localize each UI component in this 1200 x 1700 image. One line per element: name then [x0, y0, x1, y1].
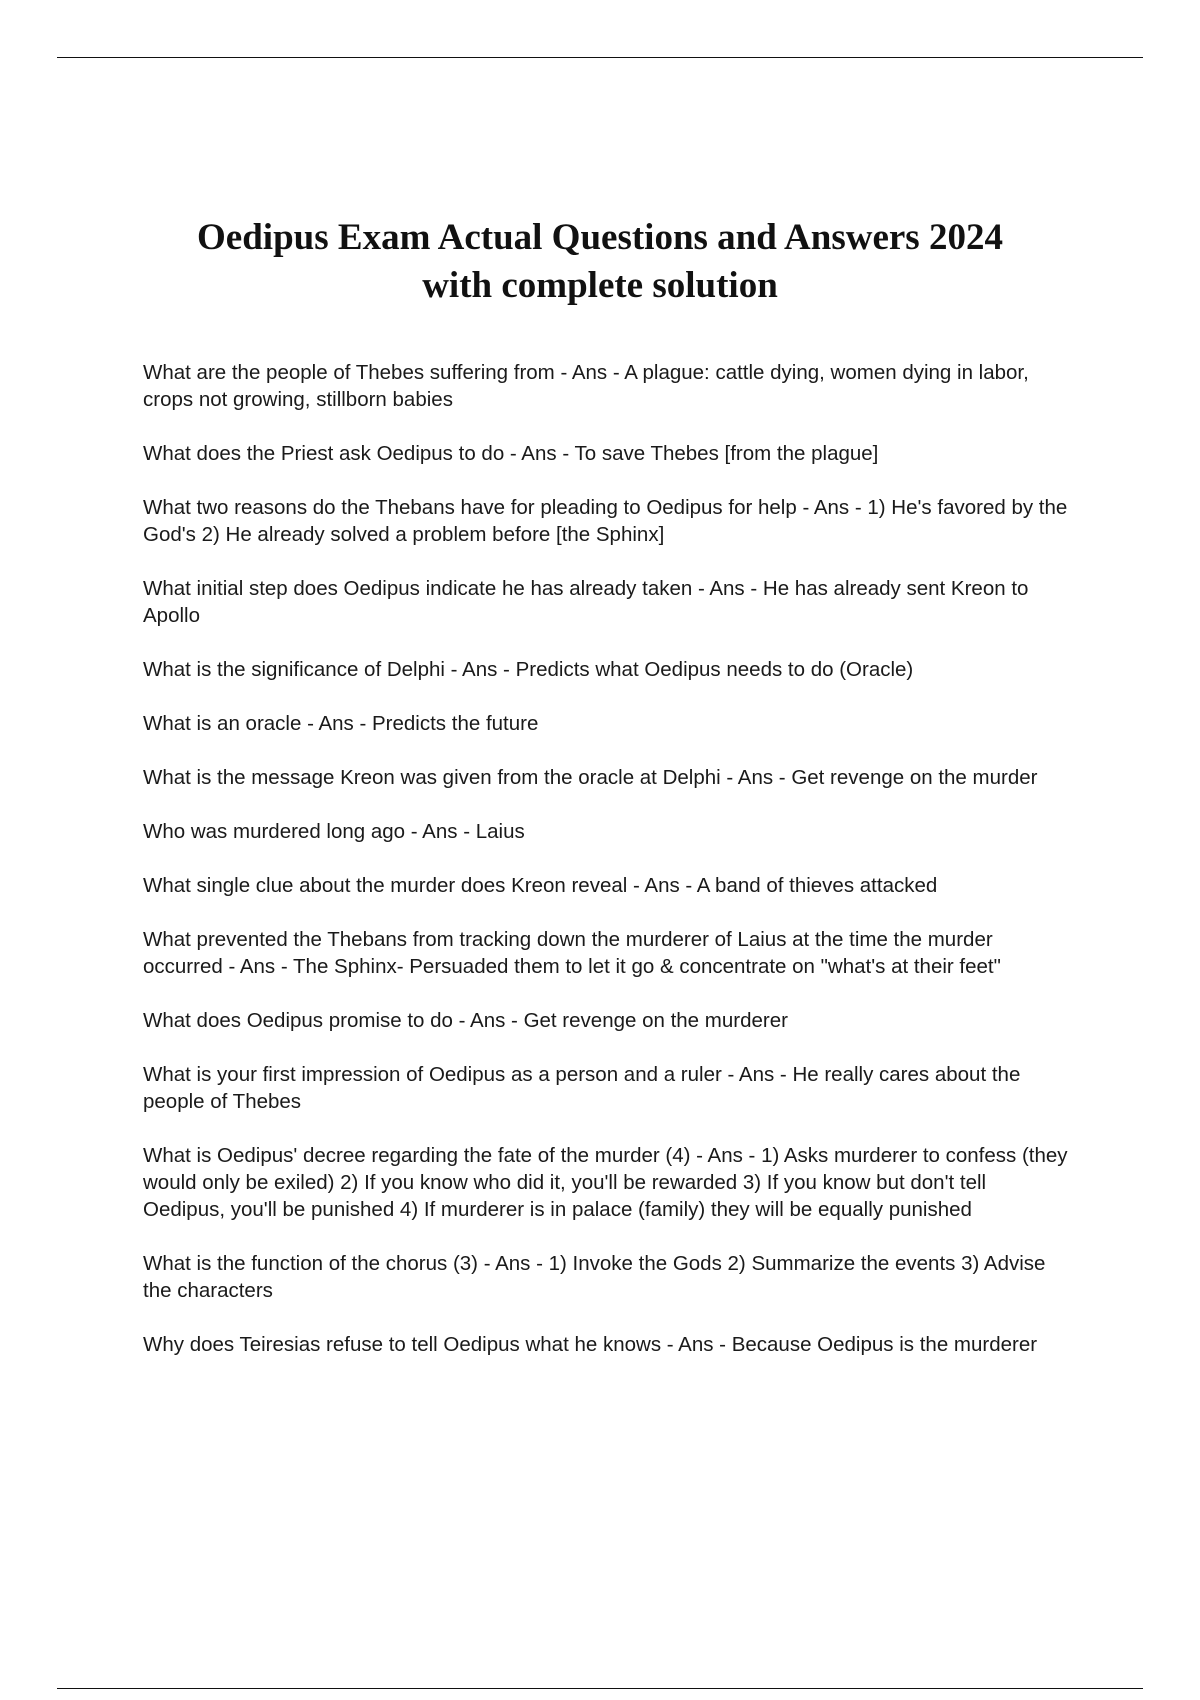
- qa-item: What is the message Kreon was given from the oracle at Delphi - Ans - Get revenge on the murder: [143, 766, 1038, 789]
- header-rule: [57, 57, 1143, 58]
- qa-item: What does the Priest ask Oedipus to do - Ans - To save Thebes [from the plague]: [143, 442, 879, 465]
- qa-item: Why does Teiresias refuse to tell Oedipus what he knows - Ans - Because Oedipus is the murderer: [143, 1333, 1038, 1356]
- qa-item: What is the significance of Delphi - Ans - Predicts what Oedipus needs to do (Oracle): [143, 658, 914, 681]
- title-line-2: with complete solution: [422, 265, 778, 306]
- qa-item: What is an oracle - Ans - Predicts the future: [143, 712, 539, 735]
- qa-item: What initial step does Oedipus indicate he has already taken - Ans - He has already sent Kreon to Apollo: [143, 577, 1029, 627]
- qa-item: What two reasons do the Thebans have for pleading to Oedipus for help - Ans - 1) He's favored by the God's 2) He already solved a problem before [the Sphinx]: [143, 496, 1068, 546]
- qa-item: What single clue about the murder does Kreon reveal - Ans - A band of thieves attacked: [143, 874, 938, 897]
- qa-item: What are the people of Thebes suffering from - Ans - A plague: cattle dying, women dying in labor, crops not growing, stillborn babies: [143, 361, 1029, 411]
- document-title: [100, 214, 1100, 310]
- qa-item: What is your first impression of Oedipus as a person and a ruler - Ans - He really cares about the people of Thebes: [143, 1063, 1021, 1113]
- qa-item: What prevented the Thebans from tracking down the murderer of Laius at the time the murder occurred - Ans - The Sphinx- Persuaded them to let it go & concentrate on "what's at their feet": [143, 928, 1001, 978]
- qa-list: [143, 359, 1073, 1385]
- qa-item: What does Oedipus promise to do - Ans - Get revenge on the murderer: [143, 1009, 788, 1032]
- qa-item: What is Oedipus' decree regarding the fate of the murder (4) - Ans - 1) Asks murderer to confess (they would only be exiled) 2) If you know who did it, you'll be rewarded 3) If you know but don't tell Oedipus, you'll be punished 4) If murderer is in palace (family) they will be equally punished: [143, 1144, 1068, 1221]
- qa-item: What is the function of the chorus (3) - Ans - 1) Invoke the Gods 2) Summarize the events 3) Advise the characters: [143, 1252, 1046, 1302]
- footer-rule: [57, 1688, 1143, 1689]
- title-line-1: Oedipus Exam Actual Questions and Answers 2024: [197, 217, 1003, 258]
- qa-item: Who was murdered long ago - Ans - Laius: [143, 820, 525, 843]
